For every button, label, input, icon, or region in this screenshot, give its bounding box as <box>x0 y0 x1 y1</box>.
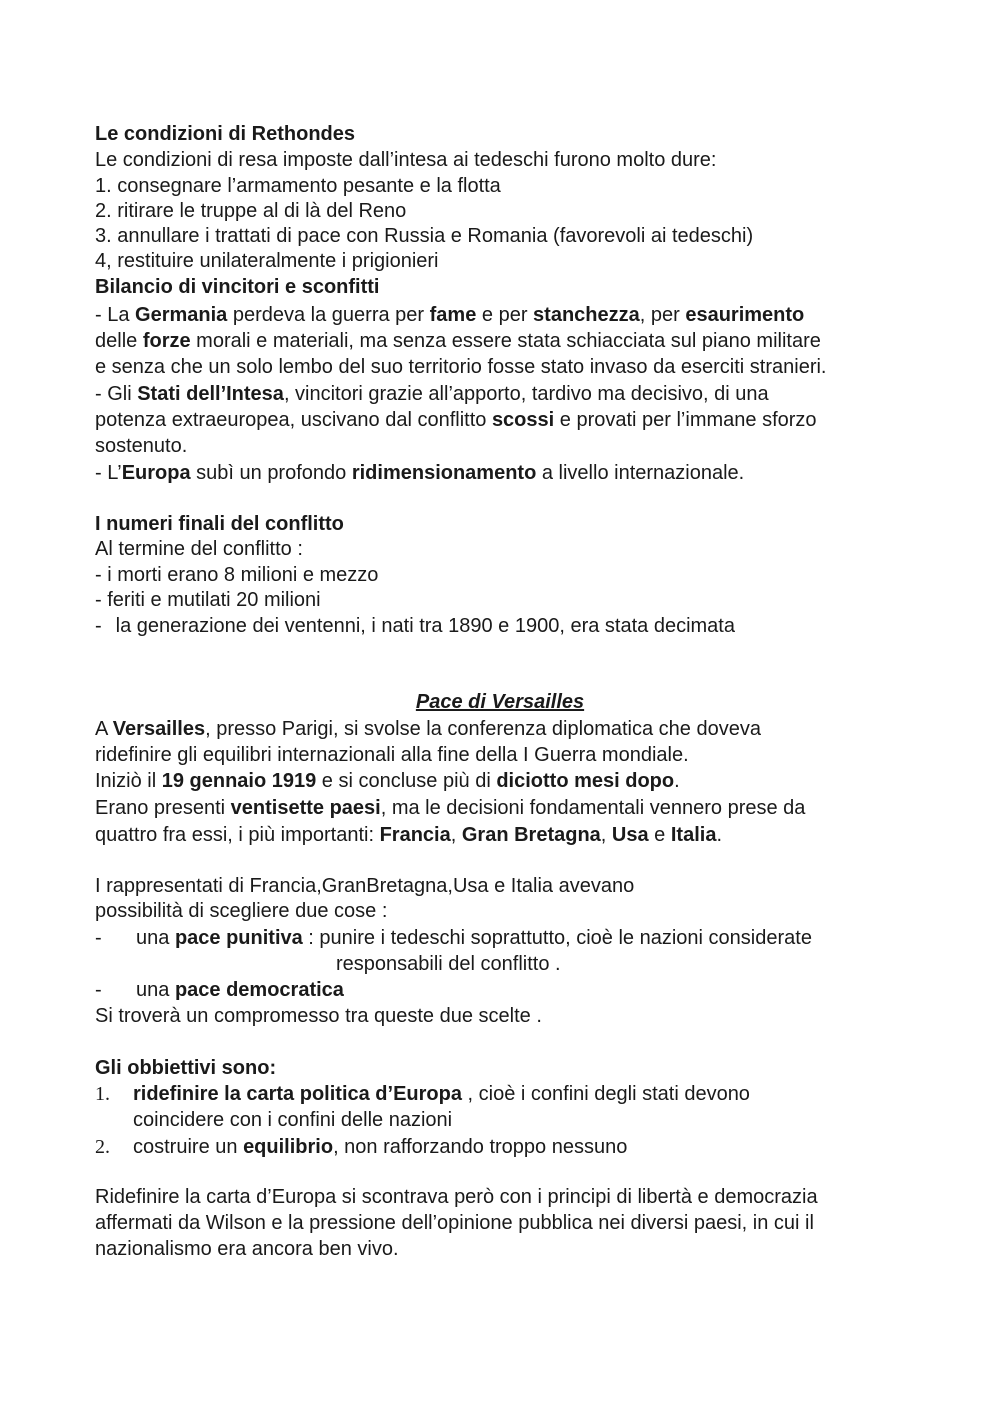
versailles-line: ridefinire gli equilibri internazionali alla fine della I Guerra mondiale. <box>95 744 689 766</box>
choice-bullet: - <box>95 979 102 1001</box>
obbiettivi-number: 2. <box>95 1136 110 1158</box>
numeri-item: - i morti erano 8 milioni e mezzo <box>95 564 379 586</box>
rethondes-heading: Le condizioni di Rethondes <box>95 123 355 145</box>
choice-bullet: - <box>95 927 102 949</box>
rethondes-item: 2. ritirare le truppe al di là del Reno <box>95 200 407 222</box>
versailles-title: Pace di Versailles <box>415 691 585 713</box>
conclusione-line: nazionalismo era ancora ben vivo. <box>95 1238 399 1260</box>
intesa-line: - Gli Stati dell’Intesa, vincitori grazie all’apporto, tardivo ma decisivo, di una <box>95 383 769 405</box>
intesa-line: sostenuto. <box>95 435 188 457</box>
rethondes-item: 3. annullare i trattati di pace con Russia e Romania (favorevoli ai tedeschi) <box>95 225 754 247</box>
numeri-heading: I numeri finali del conflitto <box>95 513 344 535</box>
obbiettivi-item-continued: coincidere con i confini delle nazioni <box>133 1109 453 1131</box>
obbiettivi-heading: Gli obbiettivi sono: <box>95 1057 277 1079</box>
choice-item: una pace punitiva : punire i tedeschi soprattutto, cioè le nazioni considerate <box>136 927 812 949</box>
obbiettivi-number: 1. <box>95 1083 110 1105</box>
bilancio-heading: Bilancio di vincitori e sconfitti <box>95 276 380 298</box>
versailles-line: quattro fra essi, i più importanti: Francia, Gran Bretagna, Usa e Italia. <box>95 824 723 846</box>
rappresentanti-line: I rappresentati di Francia,GranBretagna,Usa e Italia avevano <box>95 875 635 897</box>
choice-item-continued: responsabili del conflitto . <box>336 953 561 975</box>
germania-line: delle forze morali e materiali, ma senza essere stata schiacciata sul piano militare <box>95 330 821 352</box>
rethondes-intro: Le condizioni di resa imposte dall’intesa ai tedeschi furono molto dure: <box>95 149 717 171</box>
numeri-item: - feriti e mutilati 20 milioni <box>95 589 321 611</box>
versailles-line: Iniziò il 19 gennaio 1919 e si concluse più di diciotto mesi dopo. <box>95 770 680 792</box>
europa-line: - L’Europa subì un profondo ridimensionamento a livello internazionale. <box>95 462 745 484</box>
obbiettivi-item: costruire un equilibrio, non rafforzando troppo nessuno <box>133 1136 628 1158</box>
choice-item: una pace democratica <box>136 979 344 1001</box>
rethondes-item: 4, restituire unilateralmente i prigionieri <box>95 250 439 272</box>
conclusione-line: affermati da Wilson e la pressione dell’opinione pubblica nei diversi paesi, in cui il <box>95 1212 814 1234</box>
germania-line: e senza che un solo lembo del suo territorio fosse stato invaso da eserciti stranieri. <box>95 356 827 378</box>
compromesso-line: Si troverà un compromesso tra queste due scelte . <box>95 1005 542 1027</box>
germania-line: - La Germania perdeva la guerra per fame e per stanchezza, per esaurimento <box>95 304 805 326</box>
numeri-item: - la generazione dei ventenni, i nati tra 1890 e 1900, era stata decimata <box>95 615 735 637</box>
rappresentanti-line: possibilità di scegliere due cose : <box>95 900 388 922</box>
versailles-line: Erano presenti ventisette paesi, ma le decisioni fondamentali vennero prese da <box>95 797 806 819</box>
conclusione-line: Ridefinire la carta d’Europa si scontrava però con i principi di libertà e democrazia <box>95 1186 818 1208</box>
versailles-line: A Versailles, presso Parigi, si svolse la conferenza diplomatica che doveva <box>95 718 761 740</box>
obbiettivi-item: ridefinire la carta politica d’Europa , cioè i confini degli stati devono <box>133 1083 750 1105</box>
numeri-intro: Al termine del conflitto : <box>95 538 303 560</box>
intesa-line: potenza extraeuropea, uscivano dal conflitto scossi e provati per l’immane sforzo <box>95 409 817 431</box>
rethondes-item: 1. consegnare l’armamento pesante e la flotta <box>95 175 501 197</box>
